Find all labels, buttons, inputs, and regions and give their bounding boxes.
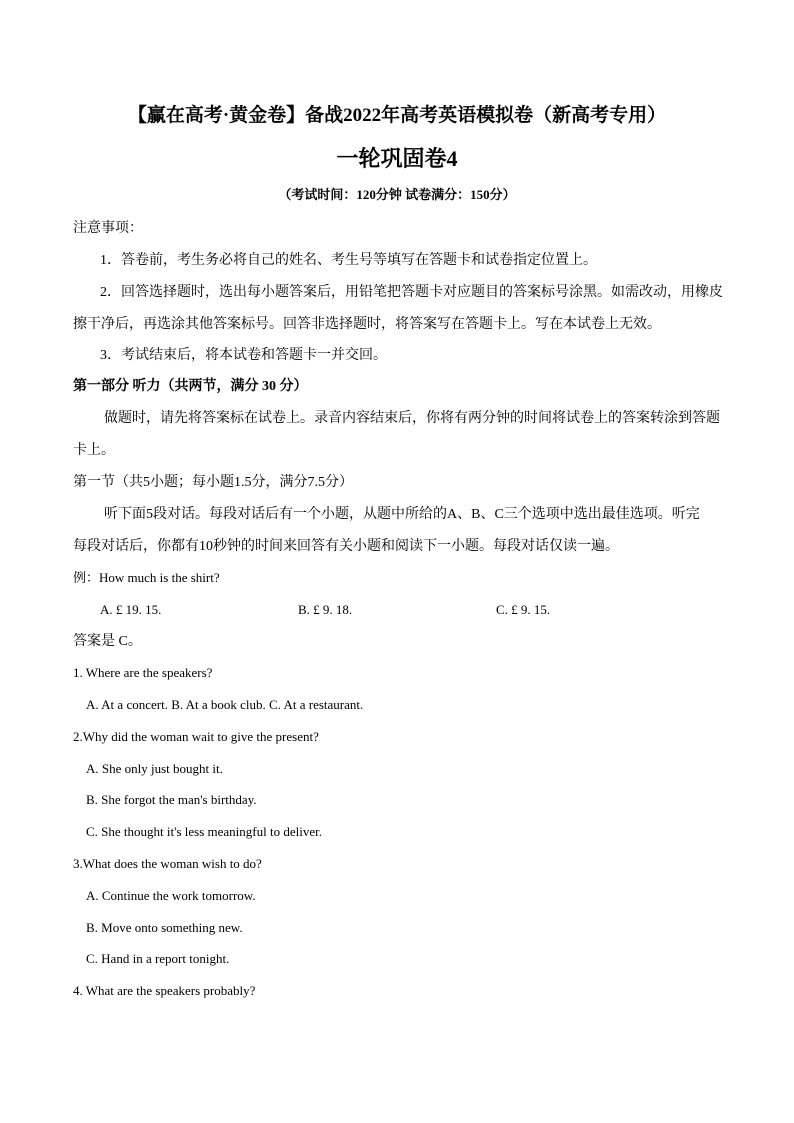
example-question: 例：How much is the shirt? xyxy=(73,570,220,585)
example-option-b: B. £ 9. 18. xyxy=(298,602,353,617)
notice-item-2-line-1: 2．回答选择题时，选出每小题答案后，用铅笔把答题卡对应题目的答案标号涂黑。如需改动，用橡皮 xyxy=(100,285,723,300)
question-1-stem: 1. Where are the speakers? xyxy=(73,665,213,680)
question-2-option-c: C. She thought it's less meaningful to deliver. xyxy=(86,824,322,839)
question-3-option-b: B. Move onto something new. xyxy=(86,920,243,935)
section1-intro-line-1: 听下面5段对话。每段对话后有一个小题，从题中所给的A、B、C三个选项中选出最佳选项。听完 xyxy=(104,507,700,522)
question-3-stem: 3.What does the woman wish to do? xyxy=(73,856,262,871)
part1-heading: 第一部分 听力（共两节，满分 30 分） xyxy=(73,379,308,394)
question-2-option-a: A. She only just bought it. xyxy=(86,761,223,776)
question-3-option-c: C. Hand in a report tonight. xyxy=(86,951,230,966)
example-option-c: C. £ 9. 15. xyxy=(496,602,551,617)
question-2-option-b: B. She forgot the man's birthday. xyxy=(86,792,257,807)
exam-time-info: （考试时间：120分钟 试卷满分：150分） xyxy=(278,187,516,202)
part1-intro-line-1: 做题时，请先将答案标在试卷上。录音内容结束后，你将有两分钟的时间将试卷上的答案转涂到答题 xyxy=(104,411,720,426)
notice-item-3: 3．考试结束后，将本试卷和答题卡一并交回。 xyxy=(100,348,387,363)
notice-item-2-line-2: 擦干净后，再选涂其他答案标号。回答非选择题时，将答案写在答题卡上。写在本试卷上无效。 xyxy=(73,317,661,332)
question-4-stem: 4. What are the speakers probably? xyxy=(73,983,256,998)
exam-title: 【赢在高考·黄金卷】备战2022年高考英语模拟卷（新高考专用） xyxy=(127,105,667,126)
notice-heading: 注意事项： xyxy=(73,221,143,236)
example-answer: 答案是 C。 xyxy=(73,634,142,649)
section1-heading: 第一节（共5小题；每小题1.5分，满分7.5分） xyxy=(73,475,353,490)
example-option-a: A. £ 19. 15. xyxy=(100,602,162,617)
question-2-stem: 2.Why did the woman wait to give the present? xyxy=(73,729,319,744)
section1-intro-line-2: 每段对话后，你都有10秒钟的时间来回答有关小题和阅读下一小题。每段对话仅读一遍。 xyxy=(73,539,619,554)
notice-item-1: 1．答卷前，考生务必将自己的姓名、考生号等填写在答题卡和试卷指定位置上。 xyxy=(100,253,597,268)
part1-intro-line-2: 卡上。 xyxy=(73,443,115,458)
question-3-option-a: A. Continue the work tomorrow. xyxy=(86,888,256,903)
exam-subtitle: 一轮巩固卷4 xyxy=(336,146,458,171)
question-1-options: A. At a concert. B. At a book club. C. At a restaurant. xyxy=(86,697,364,712)
